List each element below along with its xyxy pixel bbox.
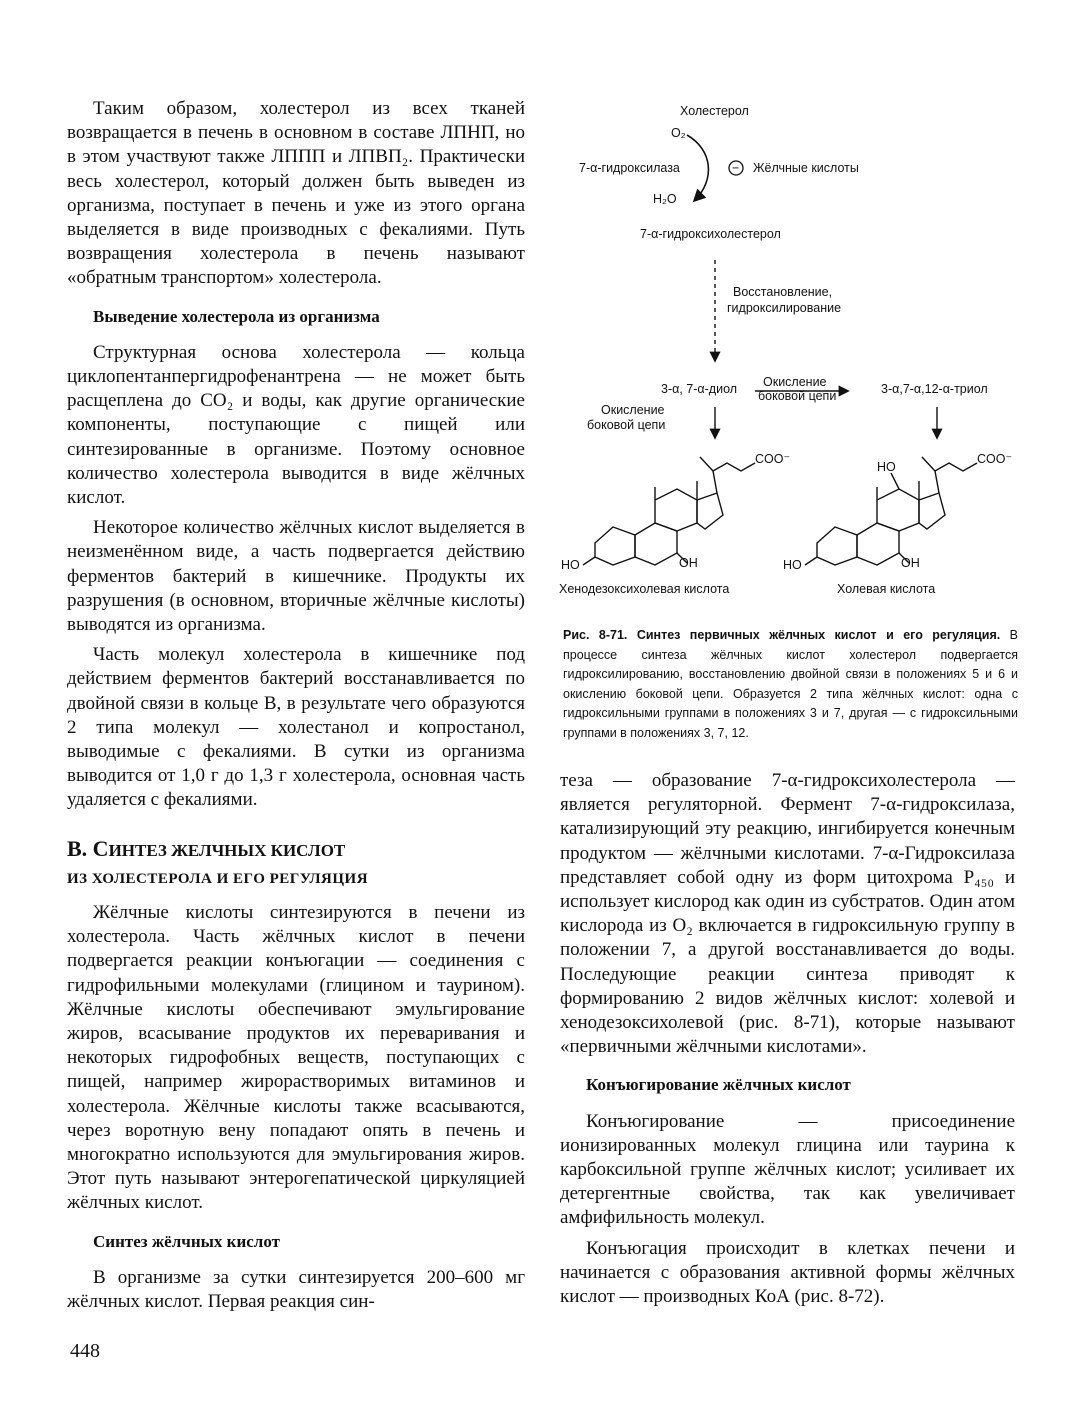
- paragraph: Некоторое количество жёлчных кислот выделяется в неизменённом виде, а часть подвергается действию ферментов бактерий в кишечнике. Продукты их разрушения (в основном, вторичные жёлчные кислоты) выводятся из организма.: [67, 517, 525, 636]
- label-hydroxycholesterol: 7-α-гидроксихолестерол: [640, 227, 781, 241]
- label-cholic: Холевая кислота: [837, 582, 936, 596]
- label-oh-2: OH: [901, 556, 920, 570]
- section-title: В. СИНТЕЗ ЖЕЛЧНЫХ КИСЛОТ: [67, 835, 346, 861]
- label-chenodeoxycholic: Хенодезоксихолевая кислота: [559, 582, 730, 596]
- label-ho-2: HO: [783, 558, 802, 572]
- label-step-line2: гидроксилирование: [727, 301, 842, 315]
- paragraph: Конъюгация происходит в клетках печени и начинается с образования активной формы жёлчных кислот — производных КоА (рис. 8-72).: [560, 1237, 1015, 1308]
- left-column: [67, 97, 525, 1314]
- label-bile-acids: Жёлчные кислоты: [753, 161, 859, 175]
- bile-acid-synthesis-diagram: [555, 95, 1025, 655]
- reaction-arrow: [687, 135, 708, 200]
- subheading-conjugation: Конъюгирование жёлчных кислот: [586, 1075, 851, 1095]
- label-ho-12: HO: [877, 460, 896, 474]
- inhibit-sign: −: [732, 161, 740, 175]
- right-column: [560, 769, 1015, 1309]
- label-oxidation2-top: Окисление: [601, 403, 665, 417]
- chenodeoxycholic-structure: [583, 457, 755, 565]
- paragraph: Конъюгирование — присоединение ионизированных молекул глицина или таурина к карбоксильной группе жёлчных кислот; усиливает их детергентные свойства, так как увеличивает амфифильность молекул.: [560, 1110, 1015, 1229]
- paragraph: В организме за сутки синтезируется 200–600 мг жёлчных кислот. Первая реакция син-: [67, 1266, 525, 1312]
- section-subtitle: ИЗ ХОЛЕСТЕРОЛА И ЕГО РЕГУЛЯЦИЯ: [67, 870, 369, 887]
- label-coo-1: COO⁻: [755, 452, 791, 466]
- label-h2o: H₂O: [653, 192, 677, 206]
- subheading-excretion: Выведение холестерола из организма: [93, 306, 380, 326]
- page-number: 448: [70, 1340, 100, 1362]
- label-oxidation2-bottom: боковой цепи: [587, 418, 666, 432]
- label-oh-1: OH: [679, 556, 698, 570]
- label-step-line1: Восстановление,: [733, 285, 833, 299]
- label-oxidation-top: Окисление: [763, 375, 827, 389]
- caption-title: Рис. 8-71. Синтез первичных жёлчных кислот и его регуляция.: [563, 628, 1001, 642]
- paragraph: Жёлчные кислоты синтезируются в печени из холестерола. Часть жёлчных кислот в печени подвергается реакции конъюгации — соединения с гидрофильными молекулами (глицином и таурином). Жёлчные кислоты обеспечивают эмульгирование жиров, всасывание продуктов их переваривания и некоторых гидрофобных веществ, поступающих с пищей, например жирорастворимых витаминов и холестерола. Жёлчные кислоты также всасываются, через воротную вену попадают опять в печень и многократно используются для эмульгирования жиров. Этот путь называют энтерогепатической циркуляцией жёлчных кислот.: [67, 901, 525, 1214]
- paragraph: Структурная основа холестерола — кольца циклопентанпергидрофенантрена — не может быть расщеплена до CO₂ и воды, как другие органические компоненты, поступающие с пищей или синтезированные в организме. Поэтому основное количество холестерола выводится в виде жёлчных кислот.: [67, 341, 525, 509]
- label-enzyme: 7-α-гидроксилаза: [579, 161, 680, 175]
- paragraph: теза — образование 7-α-гидроксихолестерола — является регуляторной. Фермент 7-α-гидроксилаза, катализирующий эту реакцию, ингибируется конечным продуктом — жёлчными кислотами. 7-α-Гидроксилаза представляет собой одну из форм цитохрома P₄₅₀ и использует кислород как один из субстратов. Один атом кислорода из O₂ включается в гидроксильную группу в положении 7, а другой восстанавливается до воды. Последующие реакции синтеза приводят к формированию 2 видов жёлчных кислот: холевой и хенодезоксихолевой (рис. 8-71), которые называют «первичными жёлчными кислотами».: [560, 770, 1015, 1058]
- label-diol: 3-α, 7-α-диол: [661, 382, 738, 396]
- label-ho-1: HO: [561, 558, 580, 572]
- subheading-synthesis: Синтез жёлчных кислот: [93, 1231, 280, 1251]
- figure-caption: [563, 626, 1018, 743]
- paragraph: Часть молекул холестерола в кишечнике под действием ферментов бактерий восстанавливается по двойной связи в кольце В, в результате чего образуются 2 типа молекул — холестанол и копростанол, выводимые с фекалиями. В сутки из организма выводится от 1,0 г до 1,3 г холестерола, основная часть удаляется с фекалиями.: [67, 644, 525, 811]
- label-o2: O₂: [671, 126, 686, 140]
- label-coo-2: COO⁻: [977, 452, 1013, 466]
- paragraph: Таким образом, холестерол из всех тканей возвращается в печень в основном в составе ЛПНП, но в этом участвуют также ЛППП и ЛПВП₂. Практически весь холестерол, который должен быть выведен из организма, поступает в печень и уже из этого органа выделяется в виде производных с фекалиями. Путь возвращения холестерола в печень называют «обратным транспортом» холестерола.: [67, 98, 525, 289]
- label-triol: 3-α,7-α,12-α-триол: [881, 382, 988, 396]
- label-oxidation-bottom: боковой цепи: [758, 389, 837, 403]
- label-cholesterol: Холестерол: [680, 104, 749, 118]
- caption-text: В процессе синтеза жёлчных кислот холестерол подвергается гидроксилированию, восстановлению двойной связи в положениях 5 и 6 и окислению боковой цепи. Образуется 2 типа жёлчных кислот: одна с гидроксильными группами в положениях 3 и 7, другая — с гидроксильными группами в положениях 3, 7, 12.: [563, 628, 1018, 740]
